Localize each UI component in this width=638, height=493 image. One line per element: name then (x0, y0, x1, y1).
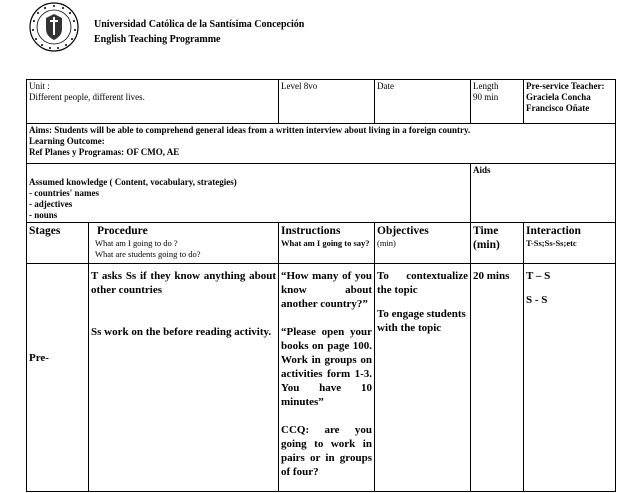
instructions-cell (279, 264, 375, 492)
objective-1: To contextualize the topic (377, 270, 468, 296)
objectives-header-label: Objectives (377, 225, 429, 237)
teacher-cell (524, 80, 616, 124)
university-seal-icon (29, 2, 79, 52)
procedure-step-1: T asks Ss if they know anything about other countries (91, 270, 276, 296)
length-cell (471, 80, 524, 124)
interaction-2: S - S (526, 294, 548, 306)
interaction-1: T – S (526, 270, 551, 282)
instruction-1: “How many of you know about another country?” (281, 270, 372, 310)
interaction-cell (524, 264, 616, 492)
instruction-3: CCQ: are you going to work in pairs or in groups of four? (281, 424, 372, 478)
aids-label: Aids (473, 165, 491, 175)
reference-text: Ref Planes y Programas: OF CMO, AE (29, 147, 180, 157)
time-header (471, 223, 524, 264)
procedure-cell (89, 264, 279, 492)
unit-cell (27, 80, 279, 124)
teacher-label: Pre-service Teacher: (526, 81, 605, 91)
interaction-sub: T-Ss;Ss-Ss;etc (526, 238, 577, 248)
lesson-plan-table (26, 79, 616, 492)
stages-header (27, 223, 89, 264)
date-label: Date (377, 81, 394, 91)
instruction-2: “Please open your books on page 100. Work in groups on activities form 1-3. You have 10 minutes” (281, 326, 372, 408)
time-value: 20 mins (473, 270, 510, 282)
unit-label: Unit : (29, 81, 50, 91)
unit-value: Different people, different lives. (29, 92, 145, 102)
instructions-sub: What am I going to say? (281, 238, 370, 248)
stage-cell (27, 264, 89, 492)
aims-row (27, 124, 616, 164)
column-header-row (27, 223, 616, 264)
stage-row (27, 264, 616, 492)
aims-cell (27, 124, 616, 164)
instructions-header (279, 223, 375, 264)
instructions-header-label: Instructions (281, 225, 341, 237)
level-value: Level 8vo (281, 81, 318, 91)
aims-text: Aims: Students will be able to comprehend general ideas from a written interview about living in a foreign country. (29, 125, 471, 135)
learning-outcome-label: Learning Outcome: (29, 136, 105, 146)
length-value: 90 min (473, 92, 499, 102)
aids-cell (471, 164, 616, 223)
teacher-name-2: Francisco Oñate (526, 103, 590, 113)
interaction-header-label: Interaction (526, 225, 581, 237)
length-label: Length (473, 81, 499, 91)
time-cell (471, 264, 524, 492)
stage-label: Pre- (29, 352, 49, 364)
level-cell (279, 80, 375, 124)
procedure-header-label: Procedure (97, 225, 148, 237)
date-cell (375, 80, 471, 124)
document-header (94, 17, 304, 47)
university-name: Universidad Católica de la Santísima Concepción (94, 19, 305, 30)
knowledge-cell (27, 164, 471, 223)
knowledge-row (27, 164, 616, 223)
teacher-name-1: Graciela Concha (526, 92, 591, 102)
objectives-sub: (min) (377, 238, 396, 248)
time-header-label: Time (473, 225, 499, 237)
procedure-sub-2: What are students going to do? (95, 249, 201, 259)
objectives-header (375, 223, 471, 264)
stages-header-label: Stages (29, 225, 61, 237)
time-sub: (min) (473, 239, 500, 251)
unit-row (27, 80, 616, 124)
knowledge-item: - adjectives (29, 199, 73, 209)
programme-name: English Teaching Programme (94, 34, 221, 45)
knowledge-item: - countries' names (29, 188, 99, 198)
interaction-header (524, 223, 616, 264)
knowledge-item: - nouns (29, 210, 58, 220)
procedure-step-2: Ss work on the before reading activity. (91, 326, 272, 338)
objective-2: To engage students with the topic (377, 308, 466, 334)
procedure-sub-1: What am I going to do ? (95, 238, 178, 248)
objectives-cell (375, 264, 471, 492)
knowledge-title: Assumed knowledge ( Content, vocabulary, strategies) (29, 177, 237, 187)
procedure-header (89, 223, 279, 264)
